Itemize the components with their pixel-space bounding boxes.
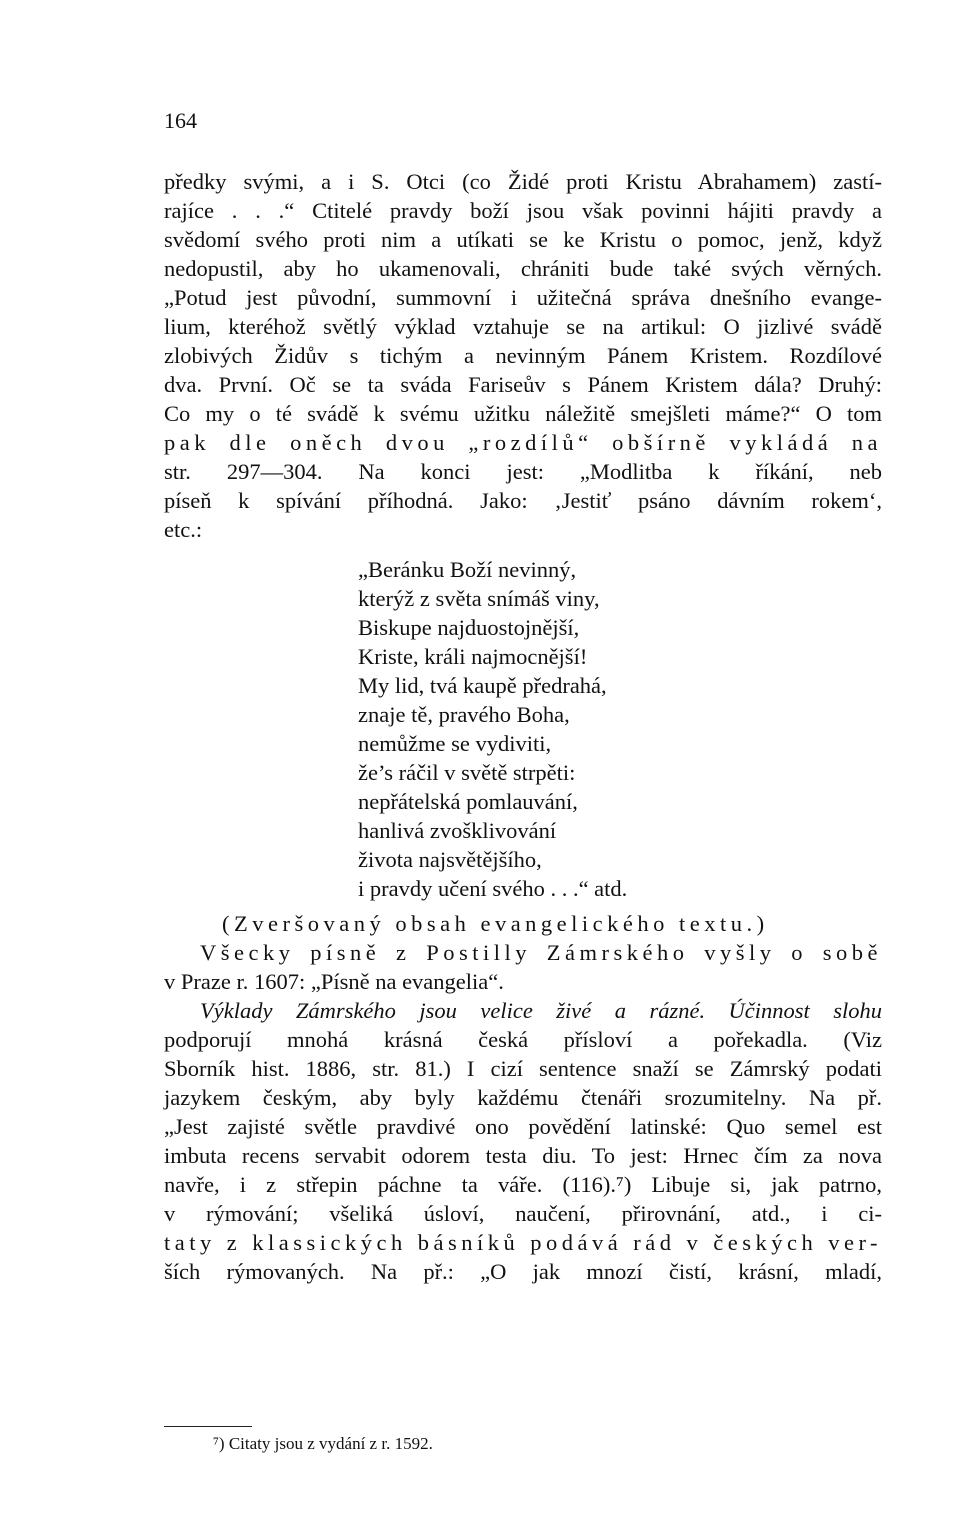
text-line: Výklady Zámrského jsou velice živé a rázné. Účinnost slohu bbox=[200, 998, 882, 1023]
page-number: 164 bbox=[164, 108, 197, 133]
verse-line: i pravdy učení svého . . .“ atd. bbox=[358, 876, 628, 901]
text-line: rajíce . . .“ Ctitelé pravdy boží jsou však povinni hájiti pravdy a bbox=[164, 198, 882, 223]
text-line: lium, kteréhož světlý výklad vztahuje se na artikul: O jizlivé svádě bbox=[164, 314, 882, 339]
footnote: ⁷) Citaty jsou z vydání z r. 1592. bbox=[213, 1434, 433, 1453]
verse-line: Kriste, králi najmocnější! bbox=[358, 644, 588, 669]
verse-line: kterýž z světa snímáš viny, bbox=[358, 586, 600, 611]
text-line: „Jest zajisté světle pravdivé ono povědění latinské: Quo semel est bbox=[164, 1114, 882, 1139]
verse-line: života najsvětějšího, bbox=[358, 847, 542, 872]
text-line: zlobivých Židův s tichým a nevinným Pánem Kristem. Rozdílové bbox=[164, 343, 882, 368]
verse-line: že’s ráčil v světě strpěti: bbox=[358, 760, 576, 785]
text-line: navře, i z střepin páchne ta váře. (116).⁷) Libuje si, jak patrno, bbox=[164, 1172, 882, 1197]
verse-line: Biskupe najduostojnější, bbox=[358, 615, 580, 640]
text-line: Sborník hist. 1886, str. 81.) I cizí sentence snaží se Zámrský podati bbox=[164, 1056, 882, 1081]
text-line: v rýmování; všeliká úsloví, naučení, přirovnání, atd., i ci- bbox=[164, 1201, 882, 1226]
verse-line: nemůžme se vydiviti, bbox=[358, 731, 552, 756]
text-line: ších rýmovaných. Na př.: „O jak mnozí čistí, krásní, mladí, bbox=[164, 1259, 882, 1284]
footnote-rule bbox=[164, 1426, 252, 1427]
verse-line: „Beránku Boží nevinný, bbox=[358, 557, 577, 582]
text-line: Všecky písně z Postilly Zámrského vyšly o sobě bbox=[200, 940, 882, 965]
text-line: jazykem českým, aby byly každému čtenáři srozumitelny. Na př. bbox=[164, 1085, 882, 1110]
text-line: píseň k spívání příhodná. Jako: ‚Jestiť psáno dávním rokem‘, bbox=[164, 488, 882, 513]
text-line: str. 297—304. Na konci jest: „Modlitba k říkání, neb bbox=[164, 459, 882, 484]
text-line: taty z klassických básníků podává rád v českých ver- bbox=[164, 1230, 882, 1255]
text-line: v Praze r. 1607: „Písně na evangelia“. bbox=[164, 969, 504, 994]
text-line: pak dle oněch dvou „rozdílů“ obšírně vykládá na bbox=[164, 430, 882, 455]
text-line: Co my o té svádě k svému užitku náležitě smejšleti máme?“ O tom bbox=[164, 401, 882, 426]
verse-line: My lid, tvá kaupě předrahá, bbox=[358, 673, 607, 698]
verse-line: znaje tě, pravého Boha, bbox=[358, 702, 570, 727]
verse-line: hanlivá zvošklivování bbox=[358, 818, 557, 843]
text-line: předky svými, a i S. Otci (co Židé proti Kristu Abrahamem) zastí- bbox=[164, 169, 882, 194]
verse-line: nepřátelská pomlauvání, bbox=[358, 789, 578, 814]
text-line: imbuta recens servabit odorem testa diu. To jest: Hrnec čím za nova bbox=[164, 1143, 882, 1168]
text-line: podporují mnohá krásná česká přísloví a pořekadla. (Viz bbox=[164, 1027, 882, 1052]
text-line: etc.: bbox=[164, 517, 203, 542]
text-line: nedopustil, aby ho ukamenovali, chrániti bude také svých věrných. bbox=[164, 256, 882, 281]
text-line: svědomí svého proti nim a utíkati se ke Kristu o pomoc, jenž, když bbox=[164, 227, 882, 252]
text-line: dva. První. Oč se ta sváda Fariseův s Pánem Kristem dála? Druhý: bbox=[164, 372, 882, 397]
text-line: „Potud jest původní, summovní i užitečná správa dnešního evange- bbox=[164, 285, 882, 310]
text-line: (Zveršovaný obsah evangelického textu.) bbox=[222, 911, 769, 936]
